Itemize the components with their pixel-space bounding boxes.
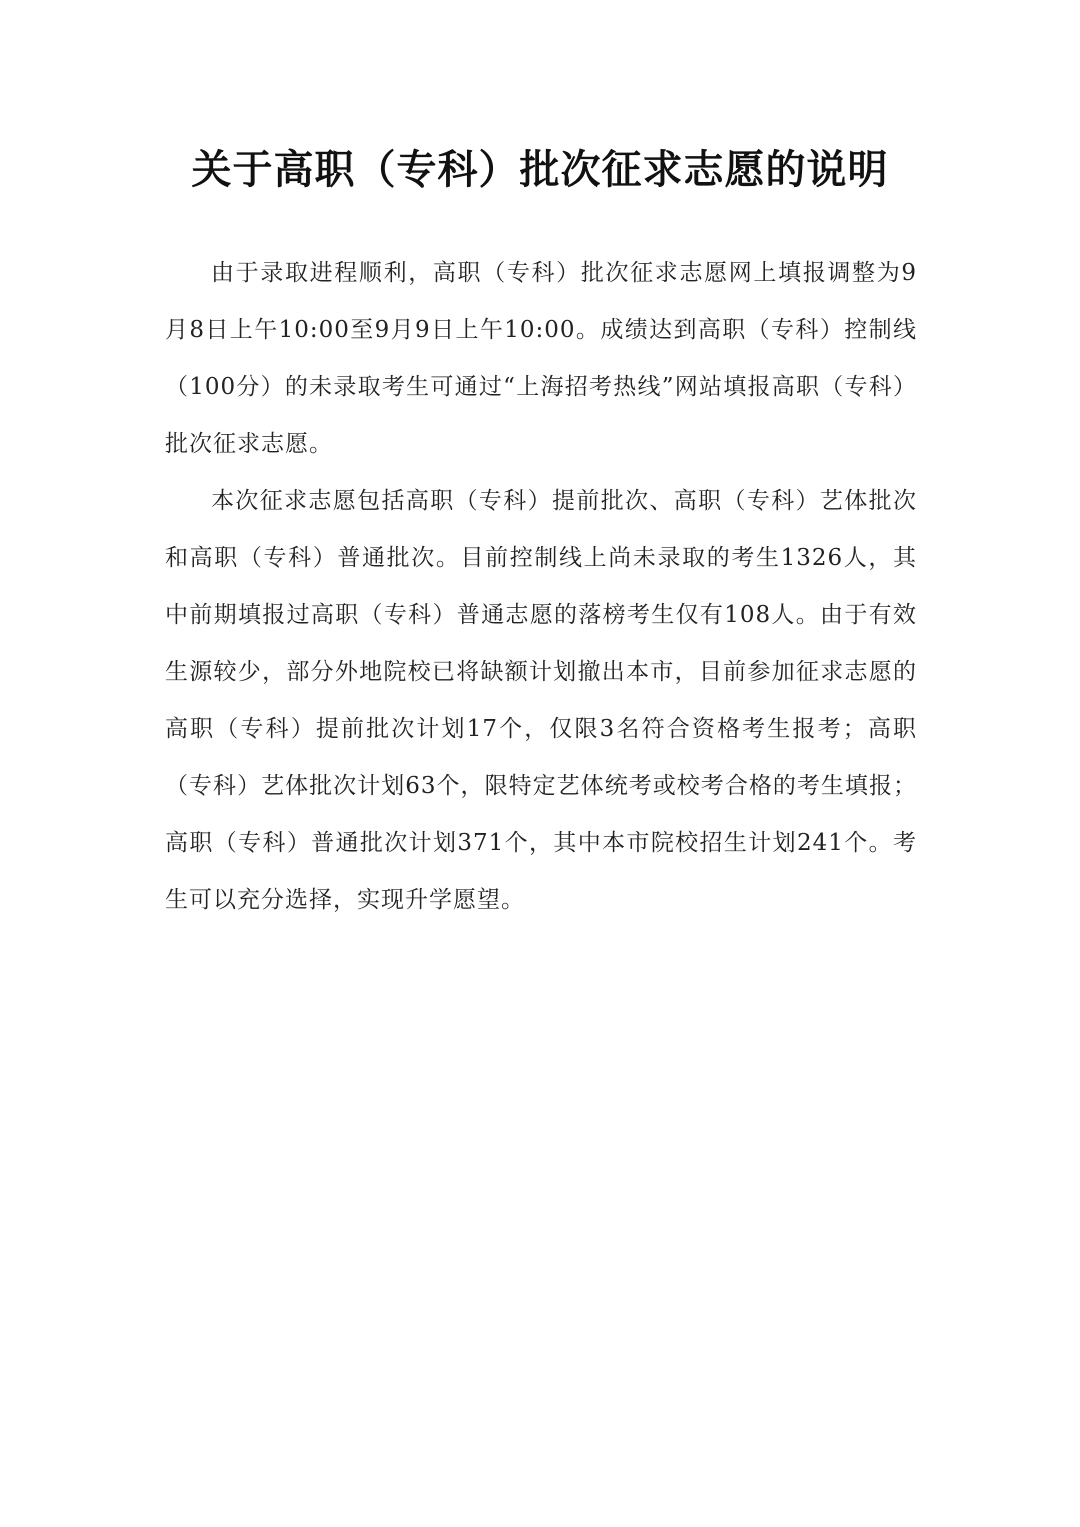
- paragraph-schedule: 由于录取进程顺利，高职（专科）批次征求志愿网上填报调整为9月8日上午10:00至9月9日上午10:00。成绩达到高职（专科）控制线（100分）的未录取考生可通过“上海招考热线”网站填报高职（专科）批次征求志愿。: [165, 260, 917, 457]
- document-body: [165, 245, 917, 929]
- document-title: 关于高职（专科）批次征求志愿的说明: [191, 146, 889, 193]
- paragraph-plan-details: 本次征求志愿包括高职（专科）提前批次、高职（专科）艺体批次和高职（专科）普通批次。目前控制线上尚未录取的考生1326人，其中前期填报过高职（专科）普通志愿的落榜考生仅有108人。由于有效生源较少，部分外地院校已将缺额计划撤出本市，目前参加征求志愿的高职（专科）提前批次计划17个，仅限3名符合资格考生报考；高职（专科）艺体批次计划63个，限特定艺体统考或校考合格的考生填报；高职（专科）普通批次计划371个，其中本市院校招生计划241个。考生可以充分选择，实现升学愿望。: [165, 488, 917, 913]
